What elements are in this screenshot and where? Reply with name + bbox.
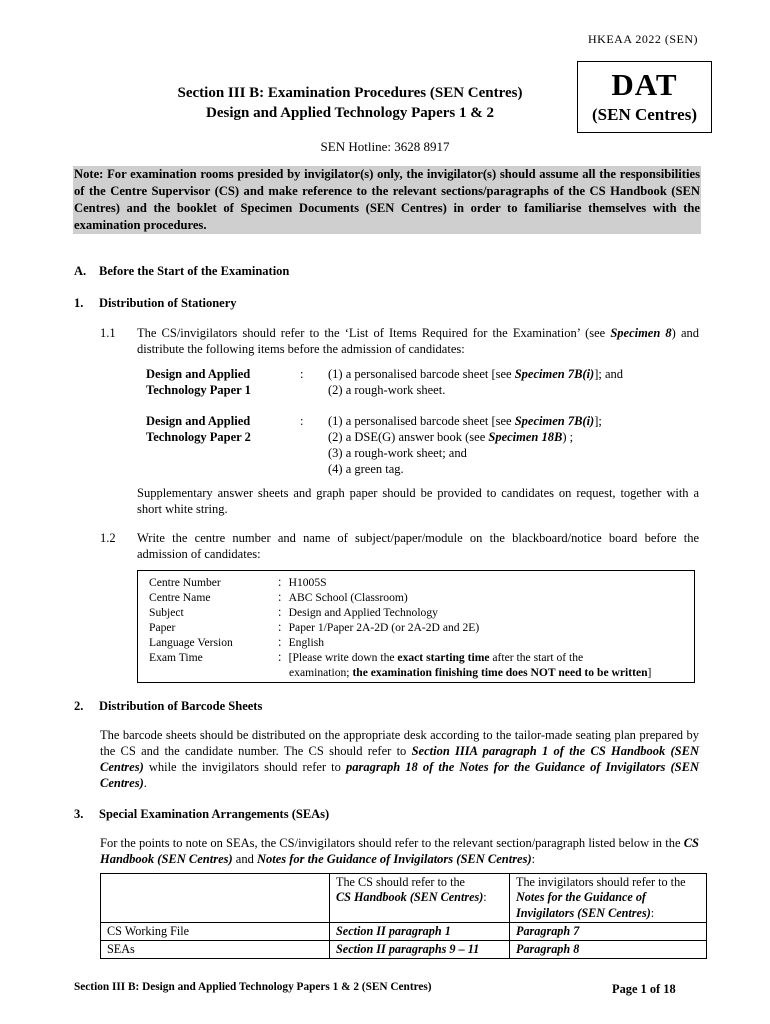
cs-reference: Section II paragraphs 9 – 11 xyxy=(330,941,510,959)
info-key: Subject xyxy=(149,606,184,619)
info-key: Language Version xyxy=(149,636,233,649)
section-3-body xyxy=(100,835,699,867)
paper-2-list xyxy=(328,413,708,477)
section-number: 3. xyxy=(74,807,84,821)
paragraph-number: 1.1 xyxy=(100,326,116,340)
text: : xyxy=(483,890,487,905)
document-header-tag: HKEAA 2022 (SEN) xyxy=(588,32,698,46)
label-line: Design and Applied xyxy=(146,414,251,428)
section-2-heading xyxy=(74,698,262,714)
note-highlight: Note: For examination rooms presided by invigilator(s) only, the invigilator(s) should assume all the responsibilities of the Centre Supervisor (CS) and make reference to the relevant sections/paragraphs of the CS Handbook (SEN Centres) and the booklet of Specimen Documents (SEN Centres) in order to familiarise themselves with the examination procedures. xyxy=(74,167,700,232)
subject-code-box xyxy=(577,61,712,133)
list-item xyxy=(328,429,708,445)
info-value: ：Paper 1/Paper 2A-2D (or 2A-2D and 2E) xyxy=(277,621,480,634)
row-label: SEAs xyxy=(101,941,330,959)
text: ) and distribute the following items before the admission of candidates: xyxy=(137,326,699,356)
section-a-heading xyxy=(74,263,289,279)
list-item xyxy=(328,413,708,429)
page-title xyxy=(130,84,570,124)
info-value: ：ABC School (Classroom) xyxy=(277,591,408,604)
section-title: Distribution of Stationery xyxy=(99,296,237,310)
paragraph-number: 1.2 xyxy=(100,531,116,545)
section-title: Special Examination Arrangements (SEAs) xyxy=(99,807,330,821)
reference: Notes for the Guidance of Invigilators (SEN Centres) xyxy=(256,852,532,866)
title-line-2: Design and Applied Technology Papers 1 & 2 xyxy=(206,104,494,121)
text: ) ; xyxy=(562,430,574,444)
text: . xyxy=(143,776,147,790)
info-value xyxy=(277,651,697,681)
page-number: Page 1 of 18 xyxy=(612,982,676,996)
table-header-invigilators xyxy=(510,874,707,923)
bold-text: the examination finishing time does NOT need to be written xyxy=(352,665,648,679)
text: : xyxy=(650,905,655,920)
info-key: Exam Time xyxy=(149,651,203,664)
info-value: ：Design and Applied Technology xyxy=(277,606,438,619)
hotline: SEN Hotline: 3628 8917 xyxy=(320,139,450,154)
list-item xyxy=(328,366,708,382)
reference: Notes for the Guidance of Invigilators (SEN Centres) xyxy=(516,890,651,920)
sea-reference-table xyxy=(100,873,707,959)
section-title: Before the Start of the Examination xyxy=(99,264,290,278)
table-cell xyxy=(101,874,330,923)
text: and xyxy=(232,852,257,866)
section-2-body xyxy=(100,727,699,791)
text: ] xyxy=(647,665,652,679)
info-value: ：H1005S xyxy=(277,576,327,589)
label-line: Technology Paper 2 xyxy=(146,430,251,444)
table-header-row xyxy=(101,874,707,923)
paper-1-label xyxy=(146,366,281,398)
paragraph-1-2: Write the centre number and name of subject/paper/module on the blackboard/notice board before the admission of candidates: xyxy=(137,531,699,561)
text: ：[Please write down the xyxy=(277,651,398,664)
subject-code-sub: (SEN Centres) xyxy=(592,105,697,124)
colon: : xyxy=(300,367,304,381)
text: examination; xyxy=(289,665,353,679)
text: ]; and xyxy=(594,367,624,381)
text: For the points to note on SEAs, the CS/invigilators should refer to the relevant section/paragraph listed below in the xyxy=(100,836,684,850)
list-item: (3) a rough-work sheet; and xyxy=(328,446,467,460)
reference: paragraph 18 of the Notes for the Guidance of Invigilators (SEN Centres) xyxy=(100,760,699,790)
text: The barcode sheets should be distributed on the appropriate desk according to the tailor-made seating plan prepared by the CS and the candidate number. The CS should refer to xyxy=(100,728,699,758)
info-key: Paper xyxy=(149,621,176,634)
label-line: Technology Paper 1 xyxy=(146,383,251,397)
text: (1) a personalised barcode sheet [see xyxy=(328,414,515,428)
text: while the invigilators should refer to xyxy=(143,760,346,774)
paper-1-list xyxy=(328,366,708,398)
colon: : xyxy=(300,414,304,428)
invigilator-reference: Paragraph 8 xyxy=(510,941,707,959)
title-line-1: Section III B: Examination Procedures (SEN Centres) xyxy=(177,85,523,101)
footer-title: Section III B: Design and Applied Technology Papers 1 & 2 (SEN Centres) xyxy=(74,981,432,993)
paper-2-label xyxy=(146,413,281,445)
text: ]; xyxy=(594,414,602,428)
reference: Section IIIA paragraph 1 of the CS Handbook (SEN Centres) xyxy=(100,744,699,774)
specimen-ref: Specimen 7B(i) xyxy=(514,367,595,381)
table-row xyxy=(101,922,707,940)
info-key: Centre Name xyxy=(149,591,211,604)
info-value: ：English xyxy=(277,636,325,649)
text: The CS should refer to the xyxy=(336,875,465,889)
text: : xyxy=(531,852,536,866)
row-label: CS Working File xyxy=(101,922,330,940)
reference: CS Handbook (SEN Centres) xyxy=(336,890,484,905)
section-number: 2. xyxy=(74,699,84,713)
text: after the start of the xyxy=(489,651,584,664)
table-row xyxy=(101,941,707,959)
specimen-ref: Specimen 7B(i) xyxy=(514,414,595,428)
reference: CS Handbook (SEN Centres) xyxy=(100,836,699,866)
section-3-heading xyxy=(74,806,329,822)
paragraph-1-1 xyxy=(137,325,699,357)
label-line: Design and Applied xyxy=(146,367,251,381)
table-header-cs xyxy=(330,874,510,923)
section-title: Distribution of Barcode Sheets xyxy=(99,699,263,713)
cs-reference: Section II paragraph 1 xyxy=(330,922,510,940)
invigilator-reference: Paragraph 7 xyxy=(510,922,707,940)
bold-text: exact starting time xyxy=(397,651,490,664)
text: The invigilators should refer to the xyxy=(516,875,686,889)
text: (1) a personalised barcode sheet [see xyxy=(328,367,515,381)
section-number: A. xyxy=(74,264,87,278)
specimen-ref: Specimen 8 xyxy=(610,326,672,340)
specimen-ref: Specimen 18B xyxy=(488,430,563,444)
list-item: (4) a green tag. xyxy=(328,462,404,476)
list-item: (2) a rough-work sheet. xyxy=(328,383,446,397)
section-number: 1. xyxy=(74,296,84,310)
subject-code: DAT xyxy=(611,67,678,102)
info-key: Centre Number xyxy=(149,576,221,589)
text: The CS/invigilators should refer to the ‘List of Items Required for the Examination’ (see xyxy=(137,326,611,340)
blackboard-info-box xyxy=(137,570,695,683)
section-1-heading xyxy=(74,295,237,311)
text: (2) a DSE(G) answer book (see xyxy=(328,430,489,444)
supplementary-note: Supplementary answer sheets and graph paper should be provided to candidates on request, together with a short white string. xyxy=(137,486,699,516)
